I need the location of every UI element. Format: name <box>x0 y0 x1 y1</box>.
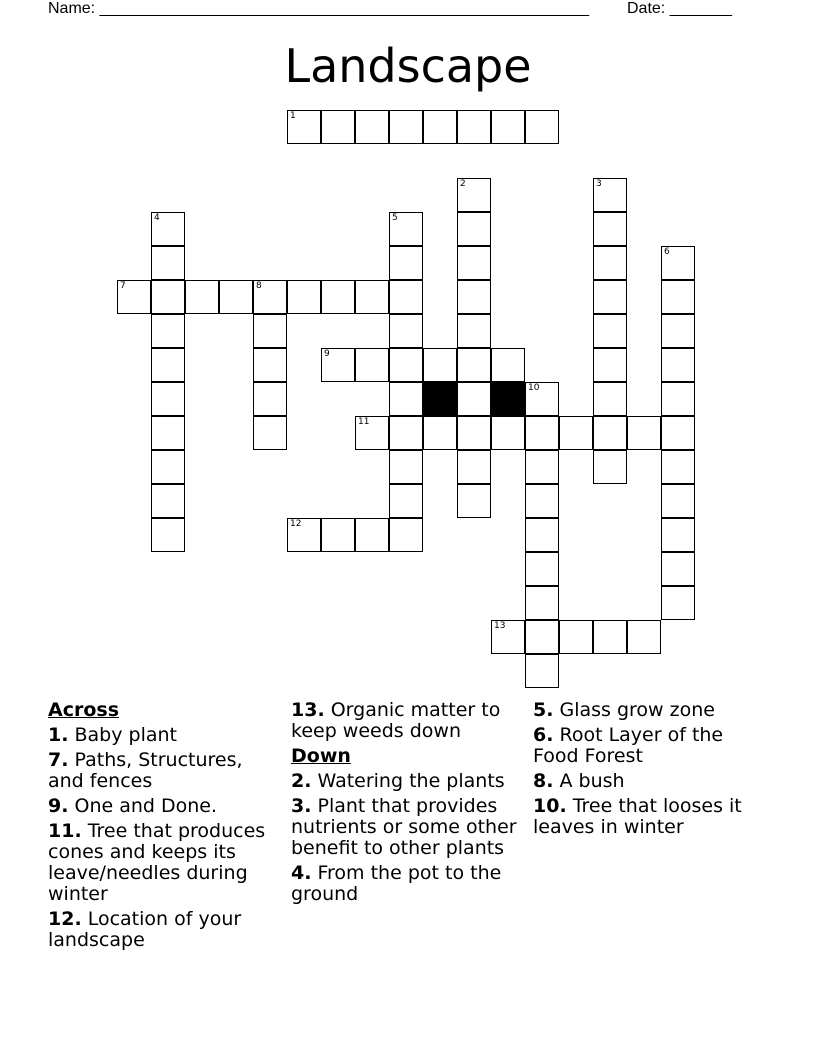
clue-item-text: Glass grow zone <box>553 699 715 721</box>
grid-cell[interactable] <box>389 314 423 348</box>
clue-number: 13 <box>494 621 506 631</box>
clue-number: 11 <box>358 417 370 427</box>
across-clue-list <box>48 725 278 951</box>
grid-cell[interactable] <box>525 416 559 450</box>
grid-cell[interactable] <box>253 314 287 348</box>
clue-number: 7 <box>120 281 126 291</box>
grid-cell[interactable] <box>117 280 151 314</box>
clue-item <box>533 796 773 838</box>
clue-number: 4 <box>154 213 160 223</box>
clue-item <box>48 750 278 792</box>
grid-cell[interactable] <box>661 484 695 518</box>
clue-item-number: 8. <box>533 770 554 792</box>
grid-cell[interactable] <box>525 484 559 518</box>
grid-cell[interactable] <box>525 654 559 688</box>
grid-cell[interactable] <box>253 382 287 416</box>
grid-cell[interactable] <box>525 450 559 484</box>
grid-cell[interactable] <box>627 416 661 450</box>
clue-item-number: 7. <box>48 749 69 771</box>
across-heading: Across <box>48 699 120 721</box>
grid-cell[interactable] <box>151 314 185 348</box>
grid-cell[interactable] <box>389 518 423 552</box>
clue-item <box>533 700 773 721</box>
grid-cell[interactable] <box>219 280 253 314</box>
grid-cell[interactable] <box>491 348 525 382</box>
grid-cell[interactable] <box>661 280 695 314</box>
clue-item-text: One and Done. <box>68 795 218 817</box>
grid-cell[interactable] <box>491 110 525 144</box>
grid-cell[interactable] <box>593 348 627 382</box>
grid-cell[interactable] <box>593 280 627 314</box>
grid-cell[interactable] <box>151 246 185 280</box>
grid-cell[interactable] <box>525 552 559 586</box>
grid-cell[interactable] <box>287 280 321 314</box>
clue-number: 12 <box>290 519 302 529</box>
grid-cell[interactable] <box>321 280 355 314</box>
grid-cell[interactable] <box>661 450 695 484</box>
grid-cell[interactable] <box>151 348 185 382</box>
down-heading: Down <box>291 745 351 767</box>
grid-cell[interactable] <box>389 382 423 416</box>
grid-cell[interactable] <box>423 110 457 144</box>
clue-item-text: From the pot to the ground <box>291 862 502 905</box>
grid-cell[interactable] <box>389 348 423 382</box>
grid-cell[interactable] <box>661 416 695 450</box>
grid-cell[interactable] <box>389 280 423 314</box>
clue-item <box>48 725 278 746</box>
grid-cell[interactable] <box>661 348 695 382</box>
clue-item <box>48 909 278 951</box>
grid-cell[interactable] <box>321 348 355 382</box>
clue-item <box>291 771 523 792</box>
clue-item-number: 2. <box>291 770 312 792</box>
grid-cell[interactable] <box>185 280 219 314</box>
grid-cell[interactable] <box>491 416 525 450</box>
grid-cell[interactable] <box>661 518 695 552</box>
clue-number: 3 <box>596 179 602 189</box>
grid-cell[interactable] <box>457 382 491 416</box>
grid-cell[interactable] <box>253 416 287 450</box>
clue-item-text: Tree that produces cones and keeps its leave/needles during winter <box>48 820 266 905</box>
grid-cell[interactable] <box>151 416 185 450</box>
clue-item-text: Root Layer of the Food Forest <box>533 724 724 767</box>
clue-item-number: 4. <box>291 862 312 884</box>
clue-item-text: A bush <box>553 770 625 792</box>
grid-cell[interactable] <box>457 416 491 450</box>
grid-cell[interactable] <box>525 110 559 144</box>
clue-item <box>533 725 773 767</box>
grid-cell[interactable] <box>457 314 491 348</box>
clue-column-3 <box>533 700 773 842</box>
grid-cell[interactable] <box>661 552 695 586</box>
grid-cell[interactable] <box>457 348 491 382</box>
grid-cell[interactable] <box>151 518 185 552</box>
grid-cell[interactable] <box>389 416 423 450</box>
black-square <box>491 382 525 416</box>
grid-cell[interactable] <box>287 110 321 144</box>
grid-cell[interactable] <box>593 314 627 348</box>
grid-cell[interactable] <box>593 212 627 246</box>
grid-cell[interactable] <box>151 212 185 246</box>
clue-item-number: 6. <box>533 724 554 746</box>
grid-cell[interactable] <box>457 484 491 518</box>
clue-number: 9 <box>324 349 330 359</box>
grid-cell[interactable] <box>253 348 287 382</box>
clue-column-1 <box>48 700 278 955</box>
date-field-line: Date: _______ <box>627 0 732 17</box>
grid-cell[interactable] <box>151 484 185 518</box>
grid-cell[interactable] <box>593 450 627 484</box>
grid-cell[interactable] <box>627 620 661 654</box>
grid-cell[interactable] <box>525 586 559 620</box>
clue-number: 2 <box>460 179 466 189</box>
grid-cell[interactable] <box>525 620 559 654</box>
grid-cell[interactable] <box>151 280 185 314</box>
clue-item-number: 3. <box>291 795 312 817</box>
name-field-line: Name: _______________________________________________________ <box>48 0 589 17</box>
grid-cell[interactable] <box>355 518 389 552</box>
grid-cell[interactable] <box>389 110 423 144</box>
grid-cell[interactable] <box>525 518 559 552</box>
grid-cell[interactable] <box>525 382 559 416</box>
clue-number: 6 <box>664 247 670 257</box>
clue-number: 1 <box>290 111 296 121</box>
down-clue-list-continued <box>533 700 773 838</box>
grid-cell[interactable] <box>355 416 389 450</box>
down-clue-list <box>291 771 523 905</box>
clue-item <box>291 863 523 905</box>
grid-cell[interactable] <box>389 246 423 280</box>
grid-cell[interactable] <box>491 620 525 654</box>
grid-cell[interactable] <box>457 110 491 144</box>
clue-item-number: 12. <box>48 908 82 930</box>
grid-cell[interactable] <box>593 246 627 280</box>
clue-item-text: Location of your landscape <box>48 908 242 951</box>
grid-cell[interactable] <box>661 382 695 416</box>
grid-cell[interactable] <box>559 620 593 654</box>
grid-cell[interactable] <box>593 416 627 450</box>
grid-cell[interactable] <box>355 110 389 144</box>
grid-cell[interactable] <box>287 518 321 552</box>
clue-number: 5 <box>392 213 398 223</box>
clue-item-number: 13. <box>291 699 325 721</box>
clue-item <box>291 700 523 742</box>
grid-cell[interactable] <box>457 450 491 484</box>
grid-cell[interactable] <box>389 450 423 484</box>
grid-cell[interactable] <box>593 620 627 654</box>
clue-column-2 <box>291 700 523 909</box>
clue-item <box>48 796 278 817</box>
clue-item-number: 1. <box>48 724 69 746</box>
grid-cell[interactable] <box>457 246 491 280</box>
clue-item <box>48 821 278 905</box>
grid-cell[interactable] <box>593 382 627 416</box>
clue-item <box>533 771 773 792</box>
clue-item-text: Baby plant <box>68 724 177 746</box>
grid-cell[interactable] <box>661 314 695 348</box>
grid-cell[interactable] <box>151 450 185 484</box>
grid-cell[interactable] <box>559 416 593 450</box>
puzzle-title: Landscape <box>284 39 532 93</box>
black-square <box>423 382 457 416</box>
grid-cell[interactable] <box>661 586 695 620</box>
grid-cell[interactable] <box>593 178 627 212</box>
grid-cell[interactable] <box>321 110 355 144</box>
grid-cell[interactable] <box>457 280 491 314</box>
clue-item-number: 11. <box>48 820 82 842</box>
grid-cell[interactable] <box>355 348 389 382</box>
grid-cell[interactable] <box>355 280 389 314</box>
across-clue-list-continued <box>291 700 523 742</box>
clue-item-number: 5. <box>533 699 554 721</box>
clue-item <box>291 796 523 859</box>
grid-cell[interactable] <box>661 246 695 280</box>
clue-item-text: Paths, Structures, and fences <box>48 749 243 792</box>
grid-cell[interactable] <box>321 518 355 552</box>
clue-item-number: 10. <box>533 795 567 817</box>
grid-cell[interactable] <box>423 348 457 382</box>
grid-cell[interactable] <box>457 178 491 212</box>
grid-cell[interactable] <box>457 212 491 246</box>
clue-item-text: Plant that provides nutrients or some other benefit to other plants <box>291 795 517 859</box>
grid-cell[interactable] <box>389 212 423 246</box>
clue-number: 10 <box>528 383 540 393</box>
grid-cell[interactable] <box>423 416 457 450</box>
clue-item-number: 9. <box>48 795 69 817</box>
clue-number: 8 <box>256 281 262 291</box>
grid-cell[interactable] <box>253 280 287 314</box>
grid-cell[interactable] <box>151 382 185 416</box>
grid-cell[interactable] <box>389 484 423 518</box>
clue-item-text: Organic matter to keep weeds down <box>291 699 501 742</box>
clue-item-text: Watering the plants <box>311 770 505 792</box>
clue-item-text: Tree that looses it leaves in winter <box>533 795 742 838</box>
